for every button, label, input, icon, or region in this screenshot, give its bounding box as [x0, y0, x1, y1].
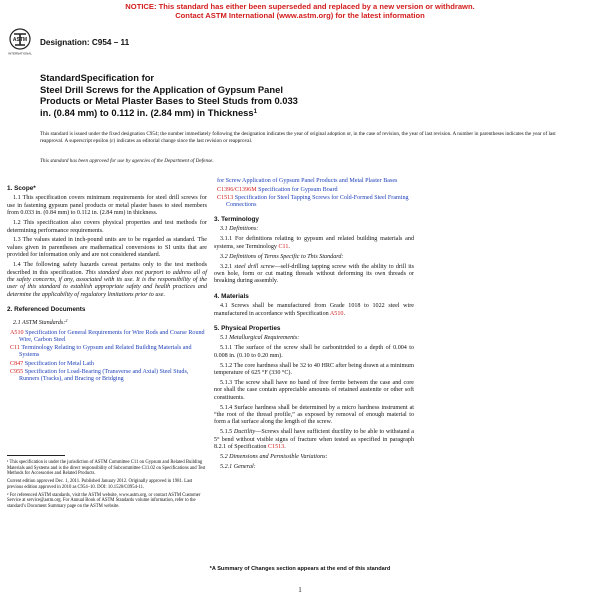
reference-a510[interactable]	[7, 330, 207, 344]
section-1-3: 1.3 The values stated in inch-pound units are to be regarded as standard. The values given in parentheses are mathematical conversions to SI units that are provided for information only and are not considered standard.	[7, 237, 207, 259]
reference-c847[interactable]	[7, 361, 207, 368]
section-5-1-5-end: .	[284, 444, 286, 451]
section-5-1-1: 5.1.1 The surface of the screw shall be carbonitrided to a depth of 0.004 to 0.008 in. (0.10 to 0.20 mm).	[214, 345, 414, 359]
footnote-1-edition: Current edition approved Dec. 1, 2011. Published January 2012. Originally approved in 1981. Last previous edition approved in 2010 as C954–10. DOI: 10.1520/C0954-11.	[7, 479, 193, 490]
notice-line-1: NOTICE: This standard has either been superseded and replaced by a new version or withdrawn.	[125, 2, 475, 11]
referenced-documents-heading: 2. Referenced Documents	[7, 306, 86, 314]
title-line-2: Steel Drill Screws for the Application of Gypsum Panel	[40, 83, 283, 95]
section-5-1-5-code[interactable]: C1513	[267, 444, 285, 451]
reference-title[interactable]: Specification for General Requirements for Wire Rods and Coarse Round Wire, Carbon Steel	[19, 329, 205, 343]
section-3-2-1-definition: —self-drilling tapping screw with the ability to drill its own hole, form or cut mating threads without deforming its own threads or breaking during assembly.	[214, 263, 415, 285]
reference-code[interactable]: C955	[10, 369, 24, 375]
section-5-2-1: 5.2.1 General:	[220, 463, 256, 470]
section-3-2-1-term: steel drill screw	[234, 263, 275, 270]
title-footnote-mark: 1	[253, 108, 257, 115]
reference-c955[interactable]	[7, 369, 207, 383]
section-4-1-end: .	[343, 310, 345, 317]
footnote-2: ² For referenced ASTM standards, visit the ASTM website, www.astm.org, or contact ASTM Customer Service at service@astm.org. For Annual Book of ASTM Standards volume information, refer to the standard’s Document Summary page on the ASTM website.	[7, 492, 201, 509]
reference-code[interactable]: C1513	[217, 195, 234, 201]
logo-subtext: INTERNATIONAL	[8, 51, 32, 56]
section-1-4	[7, 262, 207, 299]
section-5-1-5-text: —Screws shall have sufficient ductility to be able to withstand a 5° bend without visible signs of fracture when tested as specified in paragraph 8.2.1 of Specification	[214, 429, 415, 451]
footnote-divider	[7, 455, 65, 456]
section-5-1-2: 5.1.2 The core hardness shall be 32 to 40 HRC after being drawn at a minimum temperature of 625 °F (330 °C).	[214, 362, 414, 376]
reference-title[interactable]: Specification for Load-Bearing (Transverse and Axial) Steel Studs, Runners (Tracks), and Bracing or Bridging	[19, 369, 189, 382]
section-2-1	[7, 317, 207, 327]
section-1-1: 1.1 This specification covers minimum requirements for steel drill screws for use in fastening gypsum panel products or metal plaster bases to steel members from 0.033 in. (0.84 mm) to 0.112 in. (2.84 mm) in thickness.	[7, 195, 207, 217]
section-5-1-5-term: Ductility	[233, 429, 256, 436]
section-5-1: 5.1 Metallurgical Requirements:	[220, 335, 300, 342]
reference-c11[interactable]	[7, 345, 207, 359]
footnotes	[7, 460, 207, 512]
page-number: 1	[298, 586, 302, 594]
footnote-1: ¹ This specification is under the jurisdiction of ASTM Committee C11 on Gypsum and Related Building Materials and Systems and is the direct responsibility of Subcommittee C11.02 on Specifications and Test Methods for Accessories and Related Products.	[7, 460, 206, 477]
title-line-4: in. (0.84 mm) to 0.112 in. (2.84 mm) in Thickness	[40, 106, 254, 118]
logo-text: ASTM	[12, 37, 28, 43]
section-5-1-3: 5.1.3 The screw shall have no band of free ferrite between the case and core nor shall the case contain appreciable amounts of retained austenite or other soft constituents.	[214, 379, 414, 401]
terminology-heading: 3. Terminology	[214, 216, 259, 223]
physical-properties-heading: 5. Physical Properties	[214, 324, 281, 332]
section-2-1-label: 2.1 ASTM Standards:	[13, 319, 66, 326]
notice-line-2: Contact ASTM International (www.astm.org) for the latest information	[175, 11, 425, 20]
dod-approval-note: This standard has been approved for use by agencies of the Department of Defense.	[40, 158, 214, 164]
section-3-1-1-end: .	[288, 243, 290, 250]
section-5-1-5	[214, 429, 414, 451]
document-title	[40, 72, 560, 118]
section-1-4-caveat: This standard does not purport to address all of the safety concerns, if any, associated with its use. It is the responsibility of the user of this standard to establish appropriate safety and health practices and determine the applicability of regulatory limitations prior to use.	[7, 269, 207, 298]
section-4-1-text: 4.1 Screws shall be manufactured from Grade 1018 to 1022 steel wire manufactured in accordance with Specification	[214, 303, 414, 317]
left-column	[7, 178, 207, 385]
summary-of-changes-note: *A Summary of Changes section appears at the end of this standard	[209, 566, 391, 572]
section-4-1	[214, 303, 414, 318]
section-3-1-1-text: 3.1.1 For definitions relating to gypsum and related building materials and systems, see Terminology	[214, 236, 414, 250]
scope-heading: 1. Scope*	[7, 185, 36, 192]
reference-title[interactable]: Terminology Relating to Gypsum and Related Building Materials and Systems	[19, 345, 192, 358]
section-3-2-1-number: 3.2.1	[220, 263, 235, 270]
section-3-1-1	[214, 236, 414, 251]
reference-c955-continued[interactable]: for Screw Application of Gypsum Panel Products and Metal Plaster Bases	[217, 178, 398, 184]
section-5-1-4: 5.1.4 Surface hardness shall be determined by a micro hardness instrument at “the root of the thread profile,” as exposed by removal of enough material to form a flat surface along the length of the screw.	[214, 404, 414, 426]
reference-code[interactable]: A510	[10, 329, 24, 336]
section-3-2-1	[214, 264, 414, 286]
reference-title[interactable]: Specification for Metal Lath	[23, 360, 94, 367]
section-5-2: 5.2 Dimensions and Permissible Variations:	[220, 454, 328, 461]
section-4-1-code[interactable]: A510	[329, 310, 344, 317]
title-line-3: Products or Metal Plaster Bases to Steel Studs from 0.033	[40, 95, 298, 107]
intro-paragraph: This standard is issued under the fixed designation C954; the number immediately following the designation indicates the year of original adoption or, in the case of revision, the year of last revision. A number in parentheses indicates the year of last reapproval. A superscript epsilon (ε) indicates an editorial change since the last revision or reapproval.	[40, 131, 556, 144]
title-line-1: StandardSpecification for	[40, 72, 155, 83]
reference-code[interactable]: C847	[10, 360, 24, 367]
section-3-2: 3.2 Definitions of Terms Specific to This Standard:	[220, 253, 344, 260]
section-1-4-text: 1.4 The following safety hazards caveat pertains only to the test methods described in this specification.	[7, 262, 207, 276]
reference-c1396[interactable]	[214, 187, 414, 194]
reference-code[interactable]: C11	[10, 345, 20, 351]
reference-c1513[interactable]	[214, 195, 414, 209]
section-5-1-5-number: 5.1.5	[220, 429, 234, 436]
section-2-1-footnote-mark: 2	[65, 317, 68, 323]
astm-logo-icon	[8, 28, 32, 56]
section-3-1: 3.1 Definitions:	[220, 226, 259, 233]
materials-heading: 4. Materials	[214, 292, 249, 300]
notice-banner	[0, 2, 600, 20]
section-1-2: 1.2 This specification also covers physical properties and test methods for determining performance requirements.	[7, 220, 207, 234]
designation: Designation: C954 – 11	[40, 38, 130, 47]
right-column	[214, 178, 414, 474]
section-3-1-1-code[interactable]: C11	[278, 243, 289, 250]
reference-title[interactable]: Specification for Steel Tapping Screws for Cold-Formed Steel Framing Connections	[226, 195, 409, 208]
reference-code[interactable]: C1396/C1396M	[217, 186, 257, 193]
reference-title[interactable]: Specification for Gypsum Board	[256, 186, 338, 193]
